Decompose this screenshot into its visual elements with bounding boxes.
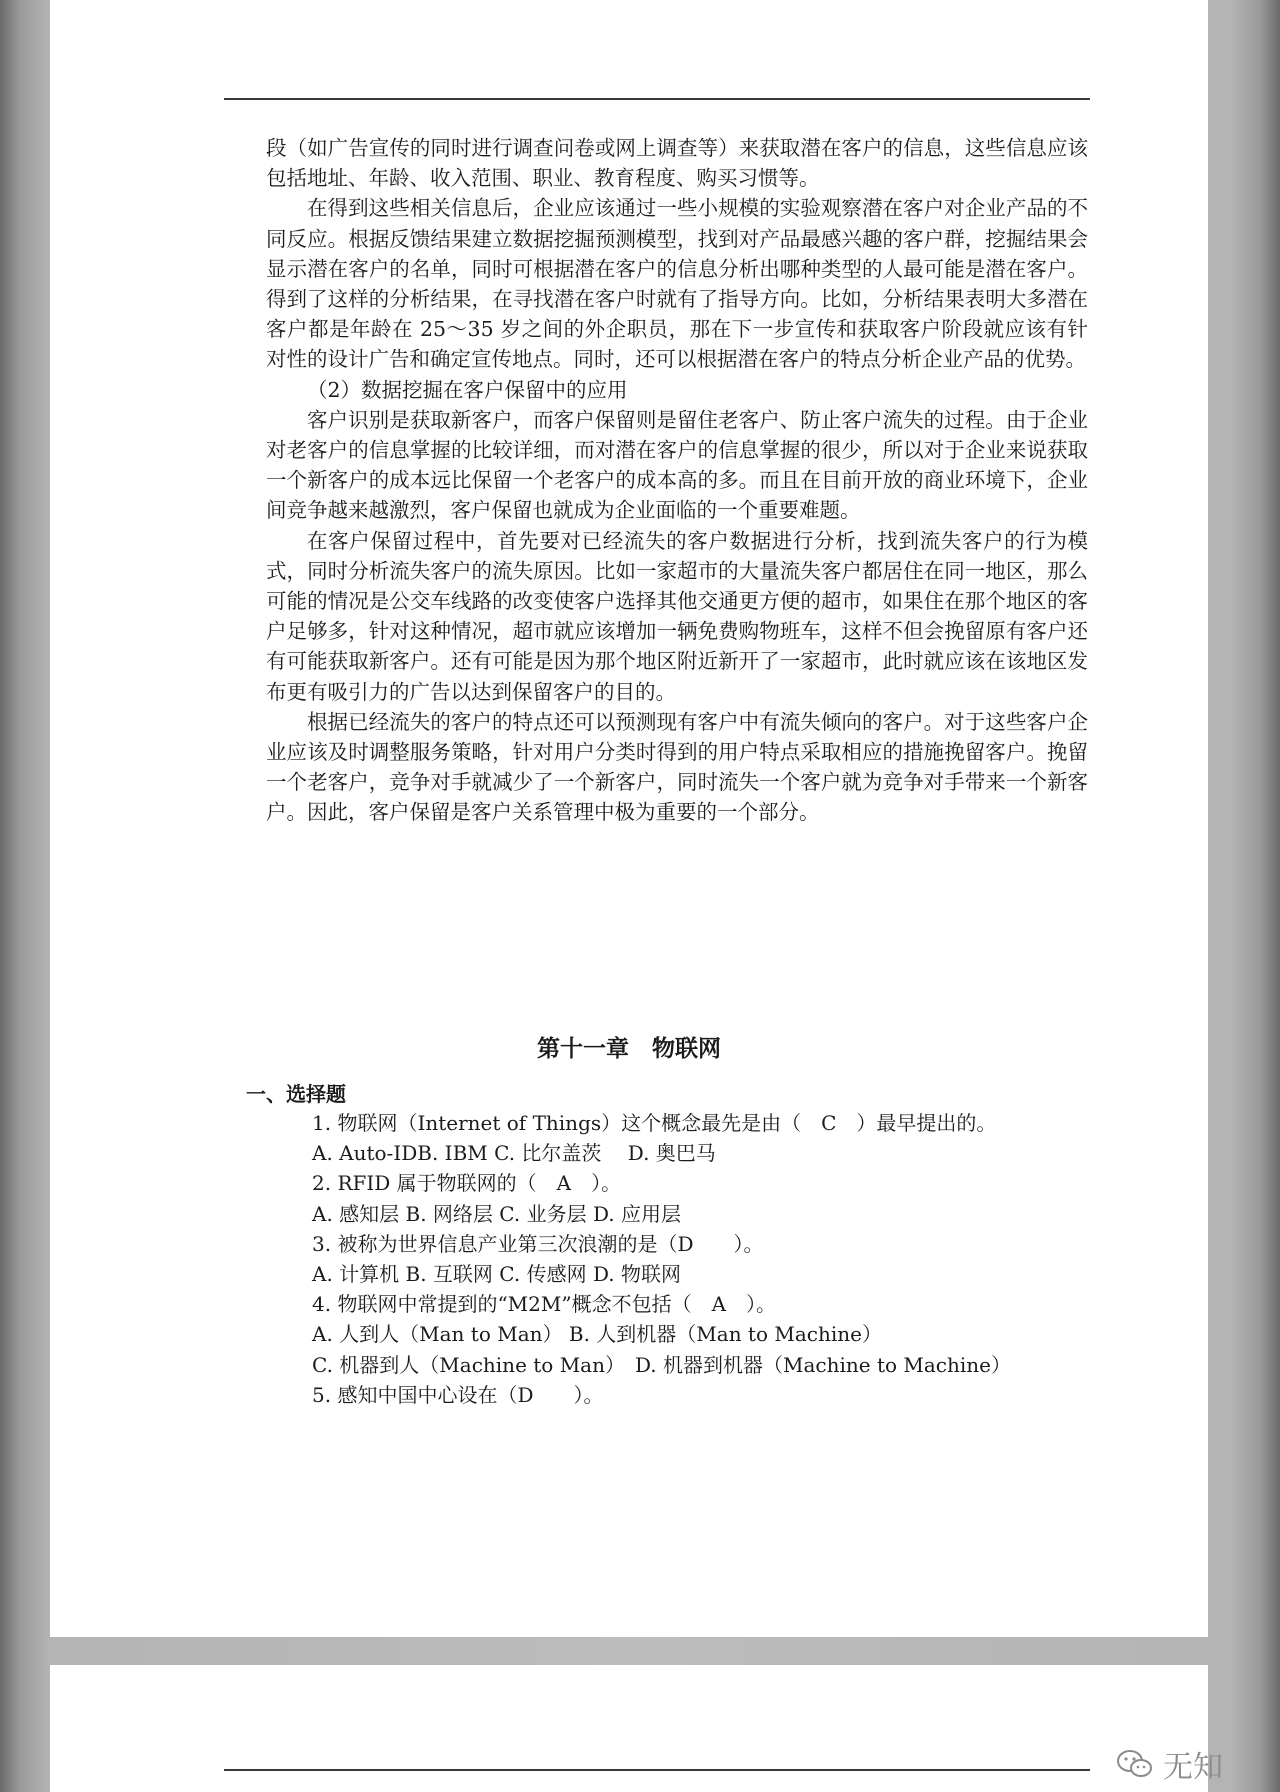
header-rule bbox=[224, 98, 1090, 100]
body-text bbox=[266, 133, 1088, 828]
quiz-options: A. Auto-IDB. IBM C. 比尔盖茨 D. 奥巴马 bbox=[312, 1141, 716, 1166]
section-title: 一、选择题 bbox=[246, 1082, 346, 1106]
paragraph: 客户识别是获取新客户，而客户保留则是留住老客户、防止客户流失的过程。由于企业对老客户的信息掌握的比较详细，而对潜在客户的信息掌握的很少，所以对于企业来说获取一个新客户的成本远比保留一个老客户的成本高的多。而且在目前开放的商业环境下，企业间竞争越来越激烈，客户保留也就成为企业面临的一个重要难题。 bbox=[266, 407, 1088, 523]
paragraph: 段（如广告宣传的同时进行调查问卷或网上调查等）来获取潜在客户的信息，这些信息应该包括地址、年龄、收入范围、职业、教育程度、购买习惯等。 bbox=[266, 136, 1088, 191]
watermark-text: 无知 bbox=[1163, 1750, 1223, 1785]
quiz-question: 3. 被称为世界信息产业第三次浪潮的是（D ）。 bbox=[312, 1231, 764, 1256]
quiz-question: 2. RFID 属于物联网的（ A ）。 bbox=[312, 1171, 622, 1196]
quiz-options: A. 感知层 B. 网络层 C. 业务层 D. 应用层 bbox=[312, 1201, 681, 1226]
quiz-question: 5. 感知中国中心设在（D ）。 bbox=[312, 1382, 604, 1407]
document-page-1 bbox=[50, 0, 1208, 1637]
quiz-options: A. 人到人（Man to Man） B. 人到机器（Man to Machine） bbox=[312, 1322, 882, 1347]
quiz-question: 1. 物联网（Internet of Things）这个概念最先是由（ C ）最早提出的。 bbox=[312, 1111, 997, 1135]
quiz-list bbox=[264, 1108, 1088, 1410]
watermark bbox=[1115, 1742, 1223, 1786]
paragraph: 根据已经流失的客户的特点还可以预测现有客户中有流失倾向的客户。对于这些客户企业应该及时调整服务策略，针对用户分类时得到的用户特点采取相应的措施挽留客户。挽留一个老客户，竞争对手就减少了一个新客户，同时流失一个客户就为竞争对手带来一个新客户。因此，客户保留是客户关系管理中极为重要的一个部分。 bbox=[266, 709, 1088, 825]
quiz-options: C. 机器到人（Machine to Man） D. 机器到机器（Machine to Machine） bbox=[312, 1352, 1012, 1377]
header-rule bbox=[224, 1769, 1090, 1771]
subheading: （2）数据挖掘在客户保留中的应用 bbox=[307, 377, 628, 402]
wechat-icon bbox=[1115, 1748, 1155, 1780]
chapter-title: 第十一章 物联网 bbox=[537, 1036, 721, 1062]
document-page-2 bbox=[50, 1665, 1208, 1792]
quiz-options: A. 计算机 B. 互联网 C. 传感网 D. 物联网 bbox=[312, 1262, 681, 1287]
quiz-question: 4. 物联网中常提到的“M2M”概念不包括（ A ）。 bbox=[312, 1292, 777, 1317]
paragraph: 在客户保留过程中，首先要对已经流失的客户数据进行分析，找到流失客户的行为模式，同时分析流失客户的流失原因。比如一家超市的大量流失客户都居住在同一地区，那么可能的情况是公交车线路的改变使客户选择其他交通更方便的超市，如果住在那个地区的客户足够多，针对这种情况，超市就应该增加一辆免费购物班车，这样不但会挽留原有客户还有可能获取新客户。还有可能是因为那个地区附近新开了一家超市，此时就应该在该地区发布更有吸引力的广告以达到保留客户的目的。 bbox=[266, 528, 1088, 704]
paragraph: 在得到这些相关信息后，企业应该通过一些小规模的实验观察潜在客户对企业产品的不同反应。根据反馈结果建立数据挖掘预测模型，找到对产品最感兴趣的客户群，挖掘结果会显示潜在客户的名单，同时可根据潜在客户的信息分析出哪种类型的人最可能是潜在客户。得到了这样的分析结果，在寻找潜在客户时就有了指导方向。比如，分析结果表明大多潜在客户都是年龄在 25～35 岁之间的外企职员，那在下一步宣传和获取客户阶段就应该有针对性的设计广告和确定宣传地点。同时，还可以根据潜在客户的特点分析企业产品的优势。 bbox=[266, 196, 1088, 372]
